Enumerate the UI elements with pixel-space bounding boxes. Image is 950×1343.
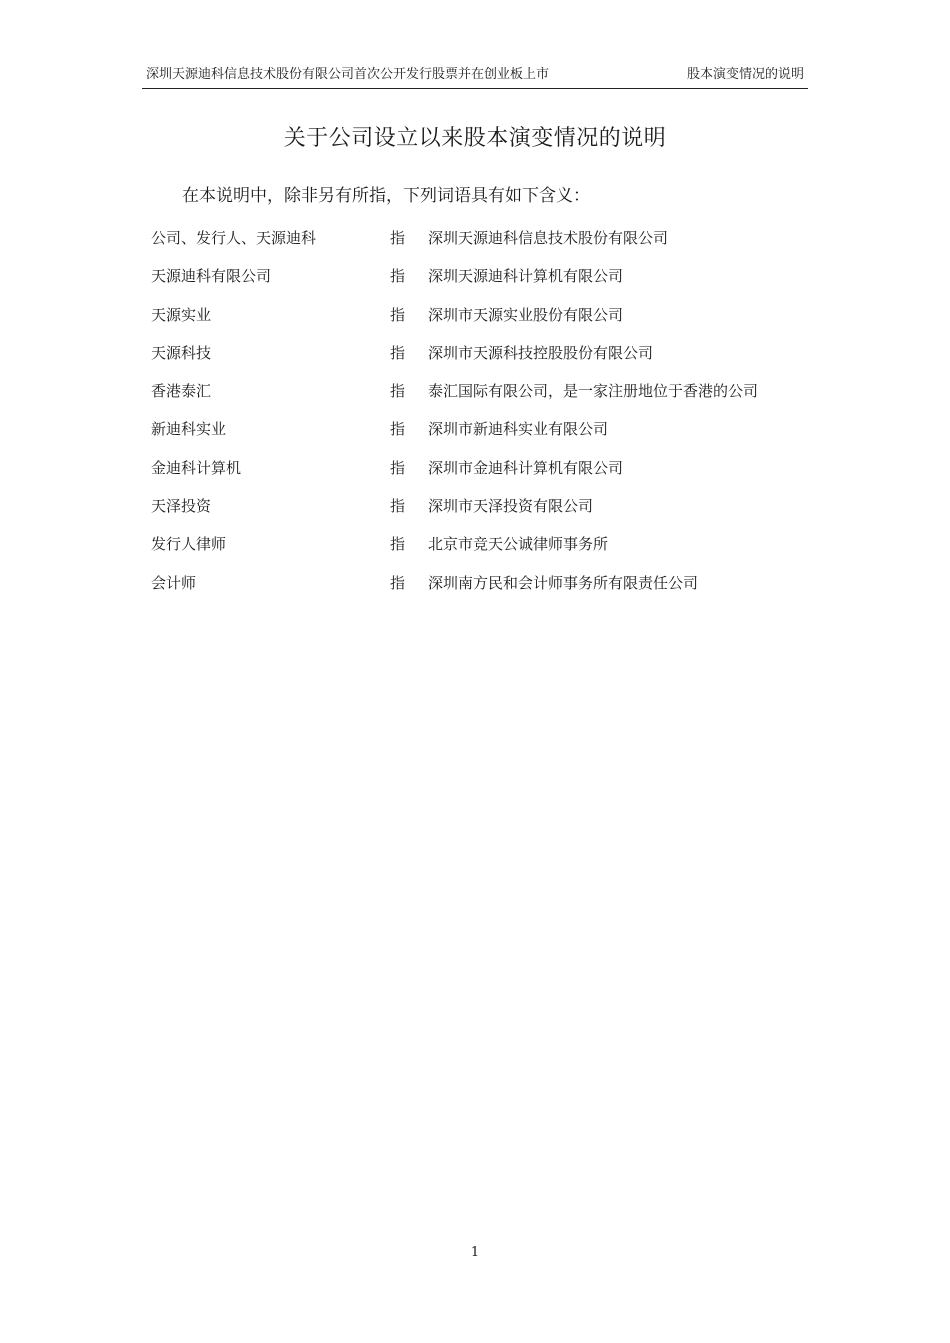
page-number: 1 — [470, 1245, 480, 1260]
definition-separator: 指 — [390, 573, 406, 592]
header-right-text: 股本演变情况的说明 — [686, 67, 804, 82]
definition-term: 新迪科实业 — [151, 420, 227, 439]
definition-row — [151, 226, 811, 264]
definition-meaning: 深圳天源迪科计算机有限公司 — [428, 267, 624, 286]
definition-meaning: 深圳市金迪科计算机有限公司 — [428, 458, 624, 477]
definition-row — [151, 456, 811, 494]
definition-term: 天泽投资 — [151, 497, 212, 516]
definition-meaning: 深圳市天源实业股份有限公司 — [428, 305, 624, 324]
definition-meaning: 深圳市天源科技控股股份有限公司 — [428, 343, 654, 362]
definition-row — [151, 303, 811, 341]
definition-term: 发行人律师 — [151, 535, 227, 554]
definition-row — [151, 379, 811, 417]
definition-meaning: 泰汇国际有限公司，是一家注册地位于香港的公司 — [428, 382, 759, 401]
definition-meaning: 深圳天源迪科信息技术股份有限公司 — [428, 229, 669, 247]
definition-separator: 指 — [390, 305, 406, 324]
definition-term: 公司、发行人、天源迪科 — [151, 229, 317, 247]
definition-separator: 指 — [390, 535, 406, 554]
definition-separator: 指 — [390, 420, 406, 439]
definition-separator: 指 — [390, 267, 406, 286]
header-left-text: 深圳天源迪科信息技术股份有限公司首次公开发行股票并在创业板上市 — [146, 67, 550, 82]
definition-row — [151, 341, 811, 379]
definition-separator: 指 — [390, 229, 406, 247]
definition-separator: 指 — [390, 343, 406, 362]
definition-row — [151, 417, 811, 455]
definition-term: 香港泰汇 — [151, 382, 212, 401]
definition-separator: 指 — [390, 382, 406, 401]
definition-term: 会计师 — [151, 573, 197, 592]
definition-row — [151, 264, 811, 302]
definition-row — [151, 571, 811, 609]
definition-meaning: 深圳市新迪科实业有限公司 — [428, 420, 609, 439]
definition-term: 天源实业 — [151, 305, 212, 324]
intro-paragraph: 在本说明中，除非另有所指，下列词语具有如下含义： — [182, 186, 590, 206]
definition-row — [151, 494, 811, 532]
document-title: 关于公司设立以来股本演变情况的说明 — [283, 126, 667, 151]
definitions-list — [151, 226, 811, 609]
definition-separator: 指 — [390, 458, 406, 477]
definition-term: 天源科技 — [151, 343, 212, 362]
definition-term: 金迪科计算机 — [151, 458, 242, 477]
definition-separator: 指 — [390, 497, 406, 516]
definition-term: 天源迪科有限公司 — [151, 267, 272, 286]
definition-meaning: 深圳市天泽投资有限公司 — [428, 497, 594, 516]
definition-row — [151, 532, 811, 570]
definition-meaning: 北京市竞天公诚律师事务所 — [428, 535, 609, 554]
definition-meaning: 深圳南方民和会计师事务所有限责任公司 — [428, 573, 699, 592]
page-header — [142, 66, 808, 89]
